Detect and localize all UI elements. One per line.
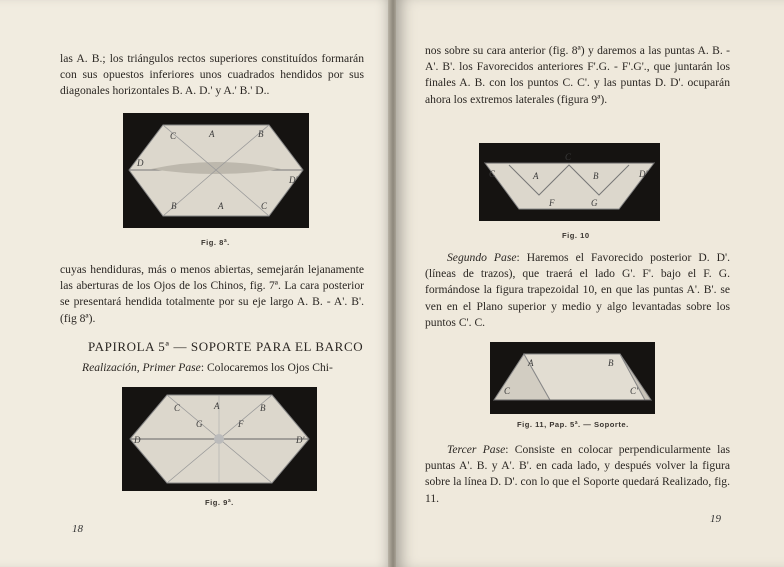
fig9-label: F	[238, 419, 244, 429]
page-number-right: 19	[710, 513, 721, 525]
section-heading: PAPIROLA 5ª — SOPORTE PARA EL BARCO	[88, 339, 364, 354]
fig10-label: B	[593, 171, 599, 181]
fig9-label: D'	[296, 435, 305, 445]
fig11-label: C	[504, 386, 511, 396]
figure-8-photo	[123, 113, 309, 228]
fig9-label: G	[196, 419, 203, 429]
figure-8-caption: Fig. 8ª.	[201, 238, 230, 247]
figure-10-photo	[479, 143, 660, 221]
tercer-pase-label: Tercer Pase	[447, 443, 506, 456]
fig10-label: G	[591, 198, 598, 208]
right-paragraph-1: nos sobre su cara anterior (fig. 8ª) y daremos a las puntas A. B. - A'. B'. los Favorecidos anteriores F'.G. - F'.G'., que juntarán los finales A. B. con los puntos C. C'. y las puntas D. D'. ocuparán ahora los extremos laterales (figura 9ª).	[425, 44, 730, 106]
fig8-label: B	[171, 201, 177, 211]
figure-9-caption: Fig. 9ª.	[205, 498, 234, 507]
right-paragraph-3: Tercer Pase: Consiste en colocar perpendicularmente las puntas A'. B. y A'. B'. en cada lado, y después volver la figura sobre la línea D. D'. con lo que el Soporte quedará Realizado, fig. 11.	[425, 443, 730, 505]
realizacion-label: Realización, Primer Pase	[82, 361, 201, 374]
fig8-label: A	[218, 201, 224, 211]
fig10-label: D'	[639, 169, 648, 179]
left-paragraph-2: cuyas hendiduras, más o menos abiertas, semejarán lejanamente las aberturas de los Ojos de los Chinos, fig. 7ª. La cara posterior se presentará hendida totalmente por su eje largo A. B. - A'. B'. (fig 8ª).	[60, 263, 364, 325]
fig8-label: C	[261, 201, 268, 211]
right-page	[396, 0, 784, 567]
left-paragraph-3: Realización, Primer Pase: Colocaremos los Ojos Chi-	[82, 361, 333, 374]
fig11-label: C'	[630, 386, 638, 396]
fig10-label: C	[565, 152, 572, 162]
figure-10-drawing	[479, 143, 660, 221]
right-paragraph-2: Segundo Pase: Haremos el Favorecido posterior D. D'. (líneas de trazos), que traerá el lado G'. F'. bajo el F. G. formándose la figura trapezoidal 10, en que las puntas A'. B'. se ven en el Plano superior y medio y algo levantadas sobre los puntos C'. C.	[425, 251, 730, 329]
fig11-label: A	[528, 358, 534, 368]
fig10-label: A	[533, 171, 539, 181]
figure-11-drawing	[490, 342, 655, 414]
fig10-label: F	[549, 198, 555, 208]
page-number-left: 18	[72, 523, 83, 535]
left-paragraph-1: las A. B.; los triángulos rectos superiores constituídos formarán con sus opuestos inferiores unos cuadrados hendidos por sus diagonales horizontales B. A. D.' y A.' B.' D..	[60, 52, 364, 98]
fig8-label: A	[209, 129, 215, 139]
fig11-label: B	[608, 358, 614, 368]
figure-11-caption: Fig. 11, Pap. 5ª. — Soporte.	[517, 420, 629, 429]
fig9-label: D	[134, 435, 141, 445]
figure-11-photo	[490, 342, 655, 414]
fig8-label: D'	[289, 175, 298, 185]
figure-9-photo	[122, 387, 317, 491]
figure-8-drawing	[123, 113, 309, 228]
fig8-label: B	[258, 129, 264, 139]
figure-10-caption: Fig. 10	[562, 231, 590, 240]
figure-9-drawing	[122, 387, 317, 491]
fig8-label: D	[137, 158, 144, 168]
fig9-label: B	[260, 403, 266, 413]
segundo-pase-label: Segundo Pase	[447, 251, 517, 264]
fig10-label: C	[489, 169, 496, 179]
fig8-label: C	[170, 131, 177, 141]
fig9-label: A	[214, 401, 220, 411]
fig9-label: C	[174, 403, 181, 413]
